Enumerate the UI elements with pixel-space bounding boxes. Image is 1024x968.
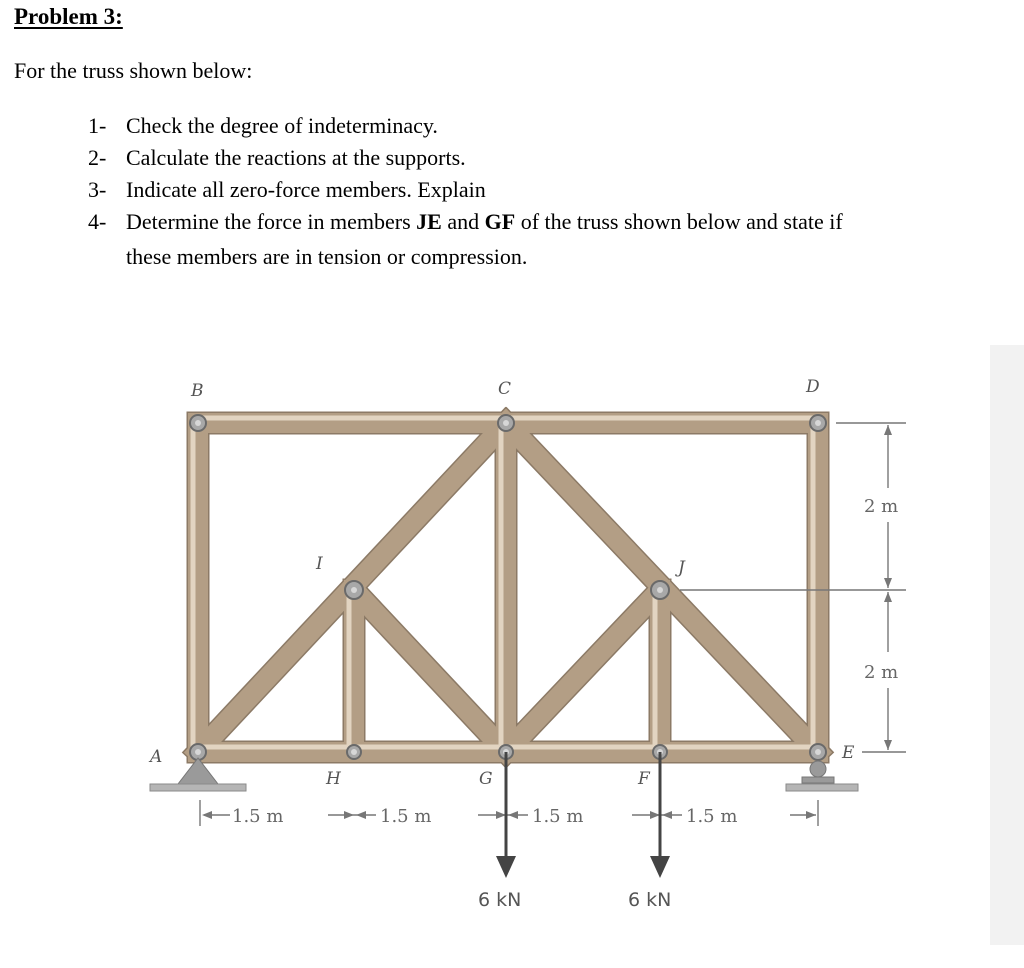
task-number: 2- <box>88 145 107 170</box>
load-label-1: 6 kN <box>478 889 522 911</box>
load-label-2: 6 kN <box>628 889 672 911</box>
task-text: Indicate all zero-force members. Explain <box>126 177 486 202</box>
joint-label-j: J <box>678 558 685 578</box>
task-text: Calculate the reactions at the supports. <box>126 145 466 170</box>
dim-label-1: 1.5 m <box>232 806 284 827</box>
dim-label-v2: 2 m <box>864 662 899 683</box>
dim-label-2: 1.5 m <box>380 806 432 827</box>
dim-label-3: 1.5 m <box>532 806 584 827</box>
joint-label-a: A <box>150 747 163 767</box>
task-item <box>88 174 843 206</box>
dim-label-v1: 2 m <box>864 496 899 517</box>
problem-title: Problem 3: <box>14 4 123 29</box>
joint-label-e: E <box>842 743 855 763</box>
member-je-bold: JE <box>416 209 442 234</box>
task-number: 1- <box>88 113 107 138</box>
task-text-part: and <box>441 209 485 234</box>
member-gf-bold: GF <box>484 209 516 234</box>
ground-e <box>786 784 858 791</box>
joint-label-i: I <box>316 554 323 574</box>
figure-edge-shade <box>990 345 1024 945</box>
joint-label-c: C <box>498 379 512 399</box>
joint-label-g: G <box>479 769 493 789</box>
ground-a <box>150 784 246 791</box>
task-text-part: of the truss shown below and state if <box>515 209 843 234</box>
task-item <box>88 206 843 276</box>
task-number: 4- <box>88 209 107 234</box>
joint-label-h: H <box>326 769 341 789</box>
joint-label-b: B <box>191 381 204 401</box>
dim-label-4: 1.5 m <box>686 806 738 827</box>
task-item <box>88 142 843 174</box>
task-text-part: Determine the force in members <box>126 209 417 234</box>
task-text-continuation: these members are in tension or compression. <box>126 244 528 269</box>
joint-label-f: F <box>638 769 650 789</box>
task-item <box>88 110 843 142</box>
problem-intro: For the truss shown below: <box>14 58 253 83</box>
task-number: 3- <box>88 177 107 202</box>
task-list <box>88 110 843 276</box>
joint-label-d: D <box>806 377 820 397</box>
truss-figure <box>0 340 1024 968</box>
task-text: Check the degree of indeterminacy. <box>126 113 438 138</box>
